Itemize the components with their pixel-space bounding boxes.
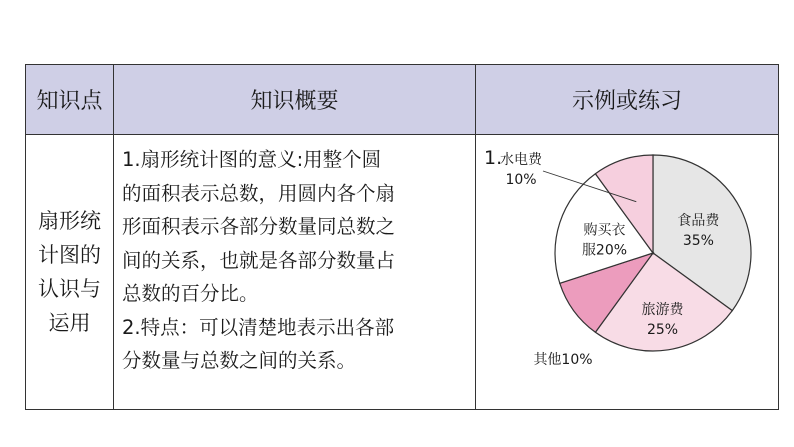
- slice-label: 35%: [682, 232, 714, 249]
- header-example-exercise: 示例或练习: [476, 65, 779, 135]
- topic-line: 扇形统: [38, 209, 101, 233]
- summary-line: 形面积表示各部分数量同总数之: [122, 215, 396, 238]
- slice-label: 10%: [505, 172, 537, 188]
- content-row: [26, 135, 779, 410]
- summary-line: 2.特点：可以清楚地表示出各部: [122, 315, 395, 339]
- header-row: [26, 65, 779, 135]
- summary-line: 分数量与总数之间的关系。: [122, 349, 357, 372]
- example-cell: [476, 135, 779, 410]
- summary-cell: [114, 135, 476, 410]
- knowledge-table: [25, 64, 779, 410]
- topic-cell: [26, 135, 114, 410]
- slice-label: 食品费: [677, 212, 720, 229]
- slice-label: 水电费: [500, 152, 542, 168]
- topic-line: 计图的: [38, 243, 101, 267]
- example-number: 1.: [484, 147, 503, 169]
- topic-line: 认识与: [38, 277, 101, 301]
- slice-label: 购买衣: [583, 222, 626, 239]
- summary-line: 总数的百分比。: [122, 282, 259, 305]
- summary-line: 的面积表示总数，用圆内各个扇: [122, 181, 396, 205]
- pie-chart: [488, 145, 778, 375]
- slice-label: 旅游费: [641, 302, 684, 318]
- summary-line: 间的关系，也就是各部分数量占: [122, 248, 396, 272]
- slice-label: 25%: [646, 322, 679, 338]
- header-knowledge-point: 知识点: [26, 65, 114, 135]
- summary-line: 1.扇形统计图的意义:用整个圆: [122, 148, 382, 171]
- topic-line: 运用: [48, 311, 91, 335]
- header-knowledge-summary: 知识概要: [114, 65, 476, 135]
- slice-label: 服20%: [581, 242, 628, 259]
- slice-label: 其他10%: [533, 352, 593, 368]
